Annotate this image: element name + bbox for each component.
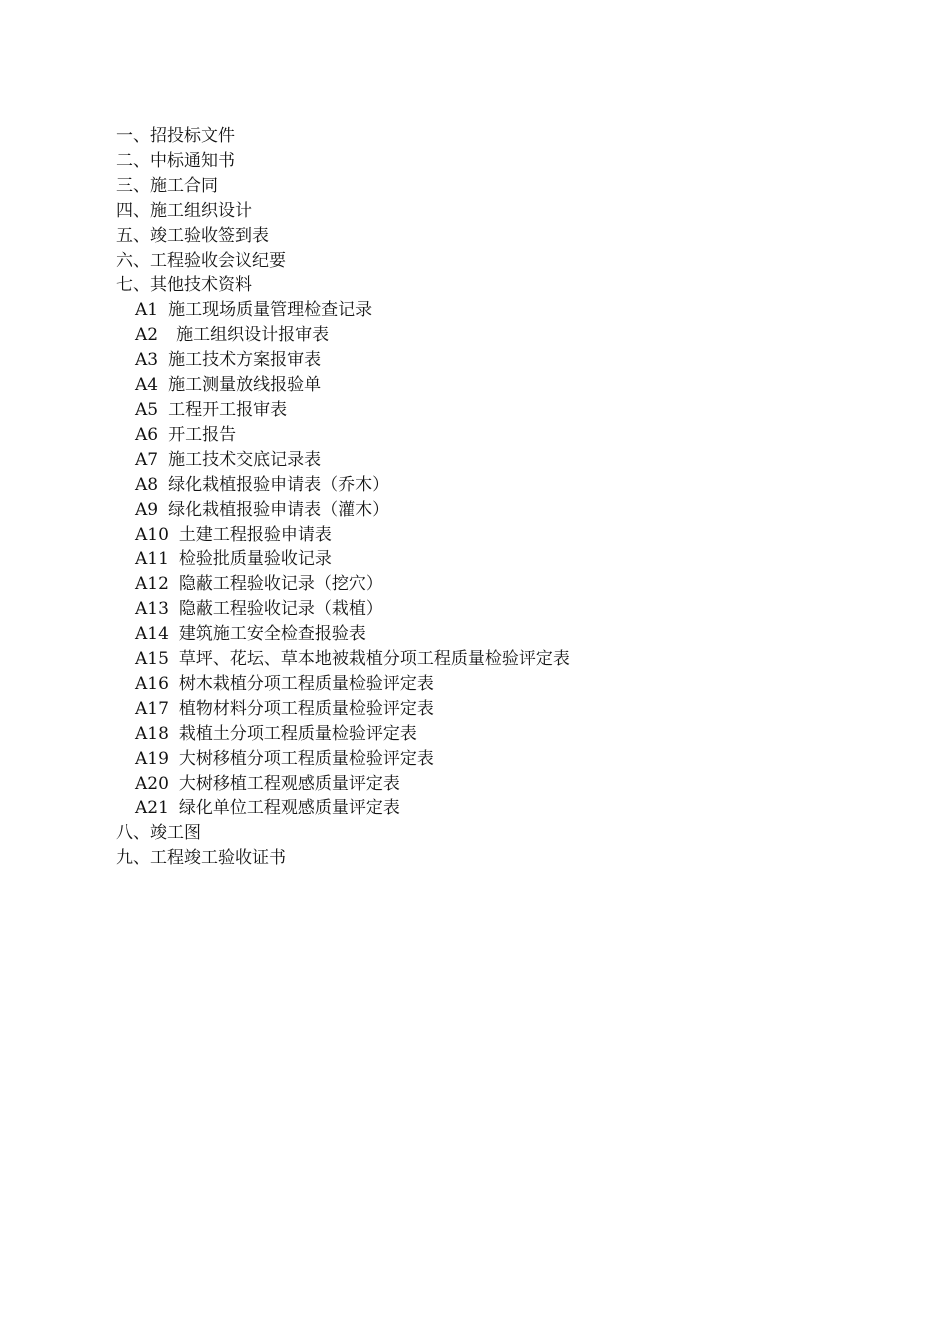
appendix-code: A12 xyxy=(135,574,169,595)
appendix-code: A13 xyxy=(135,599,169,620)
toc-appendix-item xyxy=(116,348,570,373)
appendix-title: 植物材料分项工程质量检验评定表 xyxy=(178,698,434,719)
toc-section: 六、工程验收会议纪要 xyxy=(116,250,286,271)
appendix-title: 工程开工报审表 xyxy=(168,399,288,420)
appendix-code: A9 xyxy=(135,499,159,520)
toc-appendix-item xyxy=(116,647,570,672)
toc-section: 四、施工组织设计 xyxy=(116,200,252,221)
appendix-title: 施工技术方案报审表 xyxy=(168,350,322,371)
appendix-title: 检验批质量验收记录 xyxy=(178,549,332,570)
appendix-title: 树木栽植分项工程质量检验评定表 xyxy=(178,673,434,694)
appendix-code: A20 xyxy=(135,773,169,794)
appendix-title: 建筑施工安全检查报验表 xyxy=(178,624,366,645)
table-of-contents xyxy=(116,124,570,871)
toc-appendix-item xyxy=(116,697,570,722)
appendix-title: 栽植土分项工程质量检验评定表 xyxy=(178,723,417,744)
toc-appendix-item xyxy=(116,498,570,523)
appendix-title: 施工现场质量管理检查记录 xyxy=(168,300,373,321)
toc-appendix-item xyxy=(116,722,570,747)
appendix-code: A1 xyxy=(135,300,159,321)
toc-appendix-item xyxy=(116,298,570,323)
toc-section: 七、其他技术资料 xyxy=(116,275,252,296)
appendix-code: A17 xyxy=(135,698,169,719)
toc-appendix-item xyxy=(116,323,570,348)
appendix-code: A15 xyxy=(135,649,169,670)
appendix-title: 绿化栽植报验申请表（灌木） xyxy=(168,499,390,520)
appendix-code: A6 xyxy=(135,424,159,445)
appendix-code: A5 xyxy=(135,399,159,420)
appendix-code: A8 xyxy=(135,474,159,495)
appendix-title: 隐蔽工程验收记录（栽植） xyxy=(178,599,383,620)
toc-appendix-item xyxy=(116,423,570,448)
appendix-code: A10 xyxy=(135,524,169,545)
appendix-code: A14 xyxy=(135,624,169,645)
appendix-title: 绿化单位工程观感质量评定表 xyxy=(178,798,400,819)
toc-appendix-item xyxy=(116,448,570,473)
toc-section: 八、竣工图 xyxy=(116,823,201,844)
appendix-title: 绿化栽植报验申请表（乔木） xyxy=(168,474,390,495)
toc-appendix-item xyxy=(116,572,570,597)
appendix-title: 隐蔽工程验收记录（挖穴） xyxy=(178,574,383,595)
toc-section: 九、工程竣工验收证书 xyxy=(116,848,286,869)
appendix-code: A3 xyxy=(135,350,159,371)
toc-appendix-item xyxy=(116,398,570,423)
toc-section: 二、中标通知书 xyxy=(116,150,235,171)
appendix-code: A21 xyxy=(135,798,169,819)
toc-appendix-item xyxy=(116,373,570,398)
toc-appendix-item xyxy=(116,672,570,697)
toc-appendix-item xyxy=(116,547,570,572)
appendix-title: 草坪、花坛、草本地被栽植分项工程质量检验评定表 xyxy=(178,649,570,670)
toc-appendix-item xyxy=(116,597,570,622)
appendix-title: 施工测量放线报验单 xyxy=(168,375,322,396)
appendix-title: 大树移植分项工程质量检验评定表 xyxy=(178,748,434,769)
appendix-title: 施工技术交底记录表 xyxy=(168,449,322,470)
appendix-title: 施工组织设计报审表 xyxy=(176,325,330,346)
appendix-code: A11 xyxy=(135,549,169,570)
appendix-code: A16 xyxy=(135,673,169,694)
toc-appendix-item xyxy=(116,523,570,548)
toc-section: 三、施工合同 xyxy=(116,175,218,196)
appendix-code: A7 xyxy=(135,449,159,470)
toc-appendix-item xyxy=(116,622,570,647)
appendix-code: A2 xyxy=(135,325,159,346)
appendix-title: 开工报告 xyxy=(168,424,237,445)
appendix-title: 大树移植工程观感质量评定表 xyxy=(178,773,400,794)
appendix-code: A19 xyxy=(135,748,169,769)
toc-appendix-item xyxy=(116,772,570,797)
appendix-code: A18 xyxy=(135,723,169,744)
toc-appendix-item xyxy=(116,747,570,772)
toc-section: 五、竣工验收签到表 xyxy=(116,225,269,246)
toc-appendix-item xyxy=(116,796,570,821)
appendix-code: A4 xyxy=(135,375,159,396)
toc-section: 一、招投标文件 xyxy=(116,126,235,146)
appendix-title: 土建工程报验申请表 xyxy=(178,524,332,545)
toc-appendix-item xyxy=(116,473,570,498)
